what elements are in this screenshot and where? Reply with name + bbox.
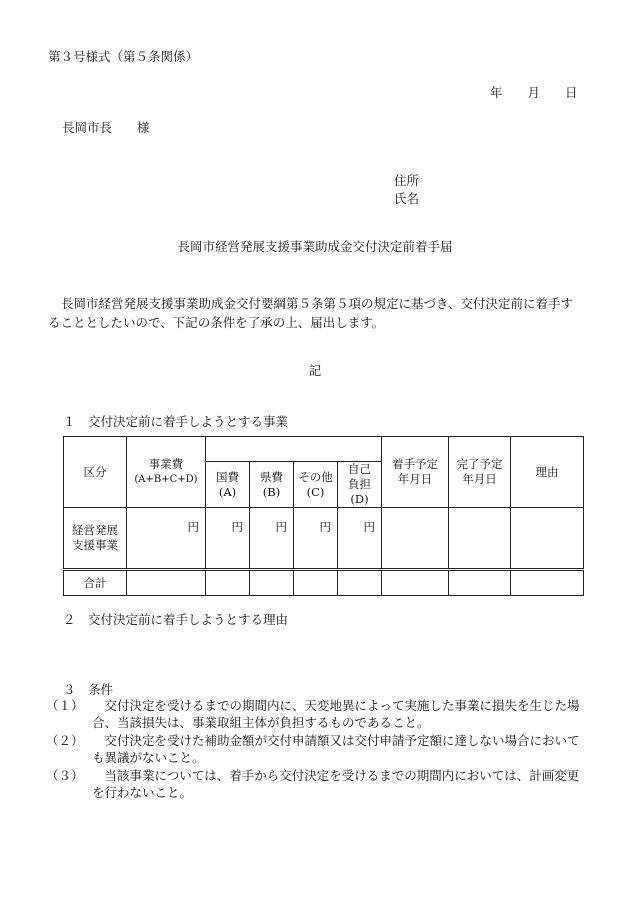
total-other xyxy=(294,570,338,596)
cell-project-cost: 円 xyxy=(127,508,206,570)
cell-reason xyxy=(511,508,584,570)
total-reason xyxy=(511,570,584,596)
ki-heading: 記 xyxy=(308,363,322,378)
section-1-heading: １ 交付決定前に着手しようとする事業 xyxy=(63,414,289,429)
header-self-burden: 自己 負担 (D) xyxy=(338,462,382,508)
row-label: 経営発展 支援事業 xyxy=(64,508,127,570)
total-prefectural xyxy=(250,570,294,596)
header-complete-date: 完了予定 年月日 xyxy=(449,437,511,508)
header-prefectural: 県費 (B) xyxy=(250,462,294,508)
body-paragraph: 長岡市経営発展支援事業助成金交付要綱第５条第５項の規定に基づき、交付決定前に着手することとしたいので、下記の条件を了承の上、届出します。 xyxy=(48,296,574,330)
name-label: 氏名 xyxy=(394,191,420,206)
header-national: 国費 (A) xyxy=(206,462,250,508)
total-start-date xyxy=(382,570,449,596)
total-project-cost xyxy=(127,570,206,596)
project-table xyxy=(63,436,584,596)
form-number: 第３号様式（第５条関係） xyxy=(48,49,199,64)
document-title: 長岡市経営発展支援事業助成金交付決定前着手届 xyxy=(177,239,453,254)
condition-1-number: （１） xyxy=(46,698,84,713)
cell-national: 円 xyxy=(206,508,250,570)
total-national xyxy=(206,570,250,596)
condition-2-text: 交付決定を受けた補助金額が交付申請額又は交付申請予定額に達しない場合においても異議がないこと。 xyxy=(92,733,580,765)
total-self-burden xyxy=(338,570,382,596)
total-label: 合計 xyxy=(64,570,127,596)
addressee: 長岡市長 様 xyxy=(62,120,150,135)
cell-start-date xyxy=(382,508,449,570)
date-line: 年 月 日 xyxy=(490,85,578,100)
header-project-cost: 事業費 (A+B+C+D) xyxy=(127,437,206,508)
condition-3-text: 当該事業については、着手から交付決定を受けるまでの期間内においては、計画変更を行わないこと。 xyxy=(92,768,580,800)
header-start-date: 着手予定 年月日 xyxy=(382,437,449,508)
cell-prefectural: 円 xyxy=(250,508,294,570)
cell-complete-date xyxy=(449,508,511,570)
header-reason: 理由 xyxy=(511,437,584,508)
condition-1-text: 交付決定を受けるまでの期間内に、天変地異によって実施した事業に損失を生じた場合、当該損失は、事業取組主体が負担するものであること。 xyxy=(92,698,580,730)
header-other: その他 (C) xyxy=(294,462,338,508)
cell-other: 円 xyxy=(294,508,338,570)
total-complete-date xyxy=(449,570,511,596)
address-label: 住所 xyxy=(394,173,420,188)
section-2-heading: ２ 交付決定前に着手しようとする理由 xyxy=(63,612,289,627)
cell-self-burden: 円 xyxy=(338,508,382,570)
condition-3-number: （３） xyxy=(46,768,84,783)
header-category: 区分 xyxy=(64,437,127,508)
condition-2-number: （２） xyxy=(46,733,84,748)
condition-1 xyxy=(46,697,583,731)
section-3-heading: ３ 条件 xyxy=(63,682,114,697)
condition-3 xyxy=(46,767,583,801)
condition-2 xyxy=(46,732,583,766)
header-funding-group xyxy=(206,437,382,462)
